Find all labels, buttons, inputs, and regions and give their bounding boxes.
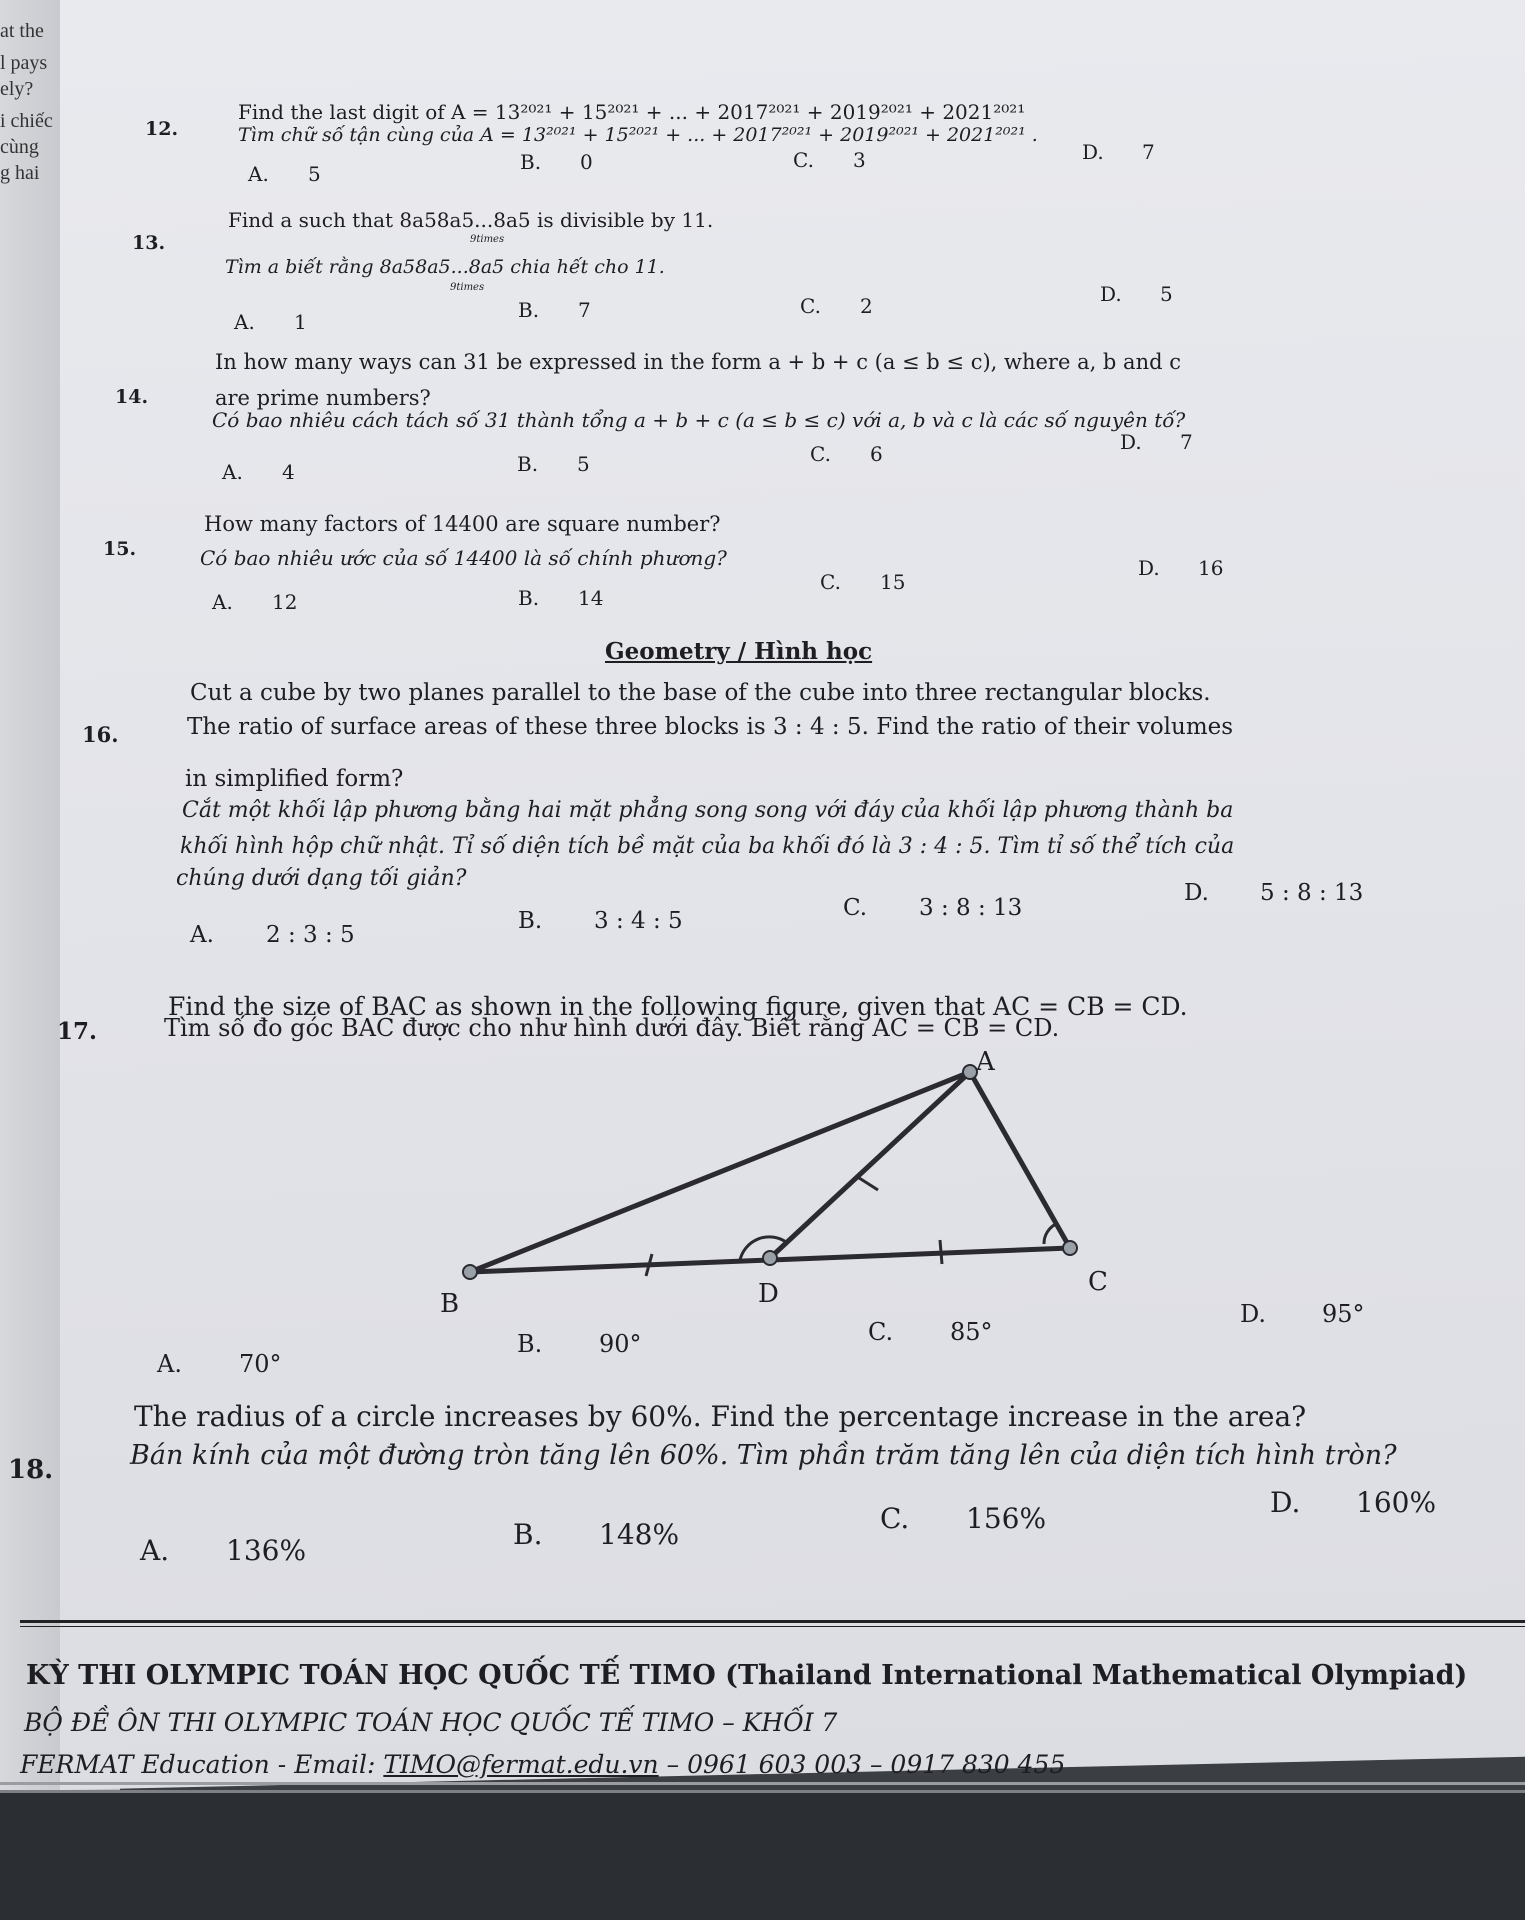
option-letter: A. <box>157 1350 182 1378</box>
option-value: 3 <box>853 148 866 172</box>
option-letter: B. <box>518 586 540 610</box>
option-letter: A. <box>140 1534 170 1567</box>
question-number: 13. <box>132 232 166 254</box>
option-letter: A. <box>212 590 233 614</box>
option-b[interactable] <box>520 150 593 174</box>
option-value: 70° <box>239 1350 282 1378</box>
question-text-en: are prime numbers? <box>215 386 431 410</box>
option-a[interactable] <box>190 922 355 948</box>
option-value: 90° <box>599 1330 642 1358</box>
repeat-note: 9times <box>470 234 505 245</box>
question-number: 16. <box>82 722 119 747</box>
option-value: 7 <box>578 298 591 322</box>
option-value: 148% <box>599 1518 680 1551</box>
question-text-vi: chúng dưới dạng tối giản? <box>176 866 467 891</box>
question-text-en: In how many ways can 31 be expressed in the form a + b + c (a ≤ b ≤ c), where a, b and c <box>215 350 1181 374</box>
margin-text: cùng <box>0 136 39 158</box>
option-value: 12 <box>272 590 298 614</box>
option-a[interactable] <box>248 162 321 186</box>
option-letter: B. <box>513 1518 543 1551</box>
option-d[interactable] <box>1120 430 1193 454</box>
option-c[interactable] <box>820 570 905 594</box>
question-text-vi: Tìm chữ số tận cùng của A = 13²⁰²¹ + 15²⁰²¹ + ... + 2017²⁰²¹ + 2019²⁰²¹ + 2021²⁰²¹ . <box>238 124 1038 146</box>
margin-text: at the <box>0 20 44 42</box>
question-number: 14. <box>115 386 149 408</box>
option-value: 156% <box>966 1502 1047 1535</box>
option-value: 3 : 4 : 5 <box>594 908 683 934</box>
option-d[interactable] <box>1100 282 1173 306</box>
question-number: 15. <box>103 538 137 560</box>
option-b[interactable] <box>513 1518 679 1551</box>
vertex-label-c: C <box>1088 1267 1108 1297</box>
question-text-en: Find a such that 8a58a5...8a5 is divisible by 11. <box>228 208 714 232</box>
question-text-vi: Cắt một khối lập phương bằng hai mặt phẳng song song với đáy của khối lập phương thành ba <box>182 798 1234 823</box>
option-letter: D. <box>1100 282 1122 306</box>
repeat-note: 9times <box>450 282 485 293</box>
option-letter: C. <box>820 570 841 594</box>
question-text-en: Find the size of BAC as shown in the following figure, given that AC = CB = CD. <box>168 992 1188 1021</box>
question-text-en: Find the last digit of A = 13²⁰²¹ + 15²⁰²¹ + ... + 2017²⁰²¹ + 2019²⁰²¹ + 2021²⁰²¹ <box>238 100 1026 124</box>
option-a[interactable] <box>212 590 297 614</box>
option-c[interactable] <box>843 895 1022 921</box>
option-value: 3 : 8 : 13 <box>919 895 1023 921</box>
footer-rule <box>20 1626 1525 1627</box>
option-value: 5 : 8 : 13 <box>1260 880 1364 906</box>
vertex-label-a: A <box>976 1047 995 1077</box>
option-c[interactable] <box>810 442 883 466</box>
option-value: 7 <box>1142 140 1155 164</box>
option-letter: D. <box>1270 1486 1301 1519</box>
margin-text: ely? <box>0 78 34 100</box>
question-text-vi: khối hình hộp chữ nhật. Tỉ số diện tích bề mặt của ba khối đó là 3 : 4 : 5. Tìm tỉ số thể tích của <box>180 834 1235 859</box>
option-letter: D. <box>1120 430 1142 454</box>
option-b[interactable] <box>517 452 590 476</box>
option-value: 2 <box>860 294 873 318</box>
option-value: 1 <box>294 310 307 334</box>
option-a[interactable] <box>157 1350 282 1378</box>
question-number: 18. <box>8 1455 54 1485</box>
option-letter: D. <box>1082 140 1104 164</box>
question-number: 12. <box>145 118 179 140</box>
margin-text: l pays <box>0 52 48 74</box>
option-letter: B. <box>517 1330 543 1358</box>
question-text-vi: Tìm số đo góc BAC được cho như hình dưới đây. Biết rằng AC = CB = CD. <box>164 1014 1060 1042</box>
option-value: 14 <box>578 586 604 610</box>
section-title: Geometry / Hình học <box>605 638 873 665</box>
question-text-en: The ratio of surface areas of these three blocks is 3 : 4 : 5. Find the ratio of their volumes <box>187 714 1234 740</box>
option-b[interactable] <box>517 1330 642 1358</box>
question-text-en: The radius of a circle increases by 60%. Find the percentage increase in the area? <box>134 1400 1307 1433</box>
question-text-en: How many factors of 14400 are square number? <box>204 512 721 536</box>
option-d[interactable] <box>1082 140 1155 164</box>
option-letter: B. <box>517 452 539 476</box>
question-text-vi: Bán kính của một đường tròn tăng lên 60%. Tìm phần trăm tăng lên của diện tích hình tròn? <box>130 1440 1397 1471</box>
option-letter: A. <box>190 922 214 948</box>
question-text-en: in simplified form? <box>185 766 404 792</box>
option-c[interactable] <box>800 294 873 318</box>
option-letter: A. <box>234 310 255 334</box>
option-a[interactable] <box>222 460 295 484</box>
option-a[interactable] <box>234 310 307 334</box>
option-value: 2 : 3 : 5 <box>266 922 355 948</box>
footer-rule <box>20 1620 1525 1623</box>
option-d[interactable] <box>1270 1486 1436 1519</box>
option-value: 85° <box>950 1318 993 1346</box>
question-text-vi: Có bao nhiêu ước của số 14400 là số chính phương? <box>200 546 727 570</box>
footer-phone: – 0961 603 003 – 0917 830 455 <box>658 1750 1066 1779</box>
option-value: 5 <box>308 162 321 186</box>
option-b[interactable] <box>518 586 603 610</box>
option-letter: B. <box>518 298 540 322</box>
option-value: 4 <box>282 460 295 484</box>
option-c[interactable] <box>880 1502 1046 1535</box>
option-letter: C. <box>810 442 831 466</box>
option-value: 5 <box>577 452 590 476</box>
option-letter: C. <box>843 895 868 921</box>
option-letter: A. <box>222 460 243 484</box>
option-c[interactable] <box>793 148 866 172</box>
question-text-vi: Có bao nhiêu cách tách số 31 thành tổng a + b + c (a ≤ b ≤ c) với a, b và c là các số nguyên tố? <box>212 408 1186 432</box>
option-value: 7 <box>1180 430 1193 454</box>
margin-text: g hai <box>0 162 40 184</box>
option-letter: D. <box>1184 880 1209 906</box>
option-value: 5 <box>1160 282 1173 306</box>
footer-title: KỲ THI OLYMPIC TOÁN HỌC QUỐC TẾ TIMO (Thailand International Mathematical Olympiad) <box>26 1660 1468 1691</box>
footer-contact-prefix: FERMAT Education - Email: <box>20 1750 384 1779</box>
option-d[interactable] <box>1138 556 1223 580</box>
margin-text: i chiếc <box>0 110 53 132</box>
option-a[interactable] <box>140 1534 306 1567</box>
option-letter: B. <box>520 150 542 174</box>
footer-contact <box>20 1750 1065 1779</box>
option-b[interactable] <box>518 908 683 934</box>
option-d[interactable] <box>1184 880 1363 906</box>
option-value: 6 <box>870 442 883 466</box>
option-c[interactable] <box>868 1318 993 1346</box>
option-value: 160% <box>1356 1486 1437 1519</box>
option-value: 136% <box>226 1534 307 1567</box>
option-letter: C. <box>800 294 821 318</box>
email-link[interactable]: TIMO@fermat.edu.vn <box>383 1750 659 1779</box>
question-text-en: Cut a cube by two planes parallel to the base of the cube into three rectangular blocks. <box>190 680 1211 706</box>
option-letter: A. <box>248 162 269 186</box>
option-letter: B. <box>518 908 543 934</box>
option-letter: D. <box>1240 1300 1267 1328</box>
option-value: 15 <box>880 570 906 594</box>
option-letter: C. <box>868 1318 894 1346</box>
question-number: 17. <box>57 1018 98 1045</box>
option-d[interactable] <box>1240 1300 1365 1328</box>
option-letter: D. <box>1138 556 1160 580</box>
option-value: 16 <box>1198 556 1224 580</box>
question-text-vi: Tìm a biết rằng 8a58a5...8a5 chia hết cho 11. <box>225 256 665 278</box>
vertex-label-d: D <box>758 1279 779 1309</box>
option-value: 0 <box>580 150 593 174</box>
option-letter: C. <box>793 148 814 172</box>
option-b[interactable] <box>518 298 591 322</box>
option-value: 95° <box>1322 1300 1365 1328</box>
footer-subtitle: BỘ ĐỀ ÔN THI OLYMPIC TOÁN HỌC QUỐC TẾ TIMO – KHỐI 7 <box>24 1708 838 1737</box>
option-letter: C. <box>880 1502 910 1535</box>
triangle-figure <box>440 1040 1120 1330</box>
vertex-label-b: B <box>440 1289 460 1319</box>
